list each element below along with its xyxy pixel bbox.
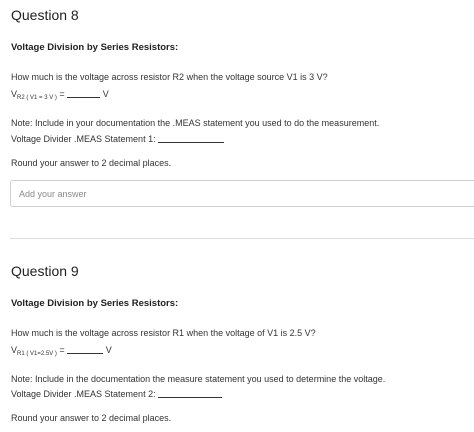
voltage-symbol: V xyxy=(11,89,18,99)
question-8-note: Note: Include in your documentation the .MEAS statement you used to do the measurement. xyxy=(11,118,380,128)
meas-blank xyxy=(158,389,222,398)
question-divider xyxy=(10,238,474,239)
unit-label: V xyxy=(102,89,109,99)
equals-sign: = xyxy=(59,89,65,99)
answer-input[interactable] xyxy=(10,180,474,207)
question-8-title: Question 8 xyxy=(11,7,79,23)
meas-label: Voltage Divider .MEAS Statement 2: xyxy=(11,389,156,399)
question-9-subtitle: Voltage Division by Series Resistors: xyxy=(11,298,179,309)
voltage-subscript: R2 ( V1 = 3 V ) xyxy=(17,95,57,101)
equals-sign: = xyxy=(59,345,65,355)
question-9-text: How much is the voltage across resistor R1 when the voltage of V1 is 2.5 V? xyxy=(11,328,316,338)
question-9-voltage-expression xyxy=(11,345,112,357)
answer-blank xyxy=(67,345,103,354)
question-8-subtitle: Voltage Division by Series Resistors: xyxy=(11,42,179,53)
question-9-meas-line xyxy=(11,389,222,399)
unit-label: V xyxy=(105,345,112,355)
answer-placeholder: Add your answer xyxy=(19,189,87,199)
answer-blank xyxy=(67,89,100,98)
question-9-title: Question 9 xyxy=(11,263,79,279)
question-8-meas-line xyxy=(11,134,224,144)
voltage-symbol: V xyxy=(11,345,18,355)
meas-label: Voltage Divider .MEAS Statement 1: xyxy=(11,134,156,144)
question-9-round: Round your answer to 2 decimal places. xyxy=(11,413,172,423)
meas-blank xyxy=(158,134,224,143)
question-8-text: How much is the voltage across resistor R2 when the voltage source V1 is 3 V? xyxy=(11,72,328,82)
question-8-voltage-expression xyxy=(11,89,109,101)
voltage-subscript: R1 ( V1=2.5V ) xyxy=(17,351,57,357)
question-9-note: Note: Include in the documentation the measure statement you used to determine the voltage. xyxy=(11,374,386,384)
question-8-round: Round your answer to 2 decimal places. xyxy=(11,158,172,168)
